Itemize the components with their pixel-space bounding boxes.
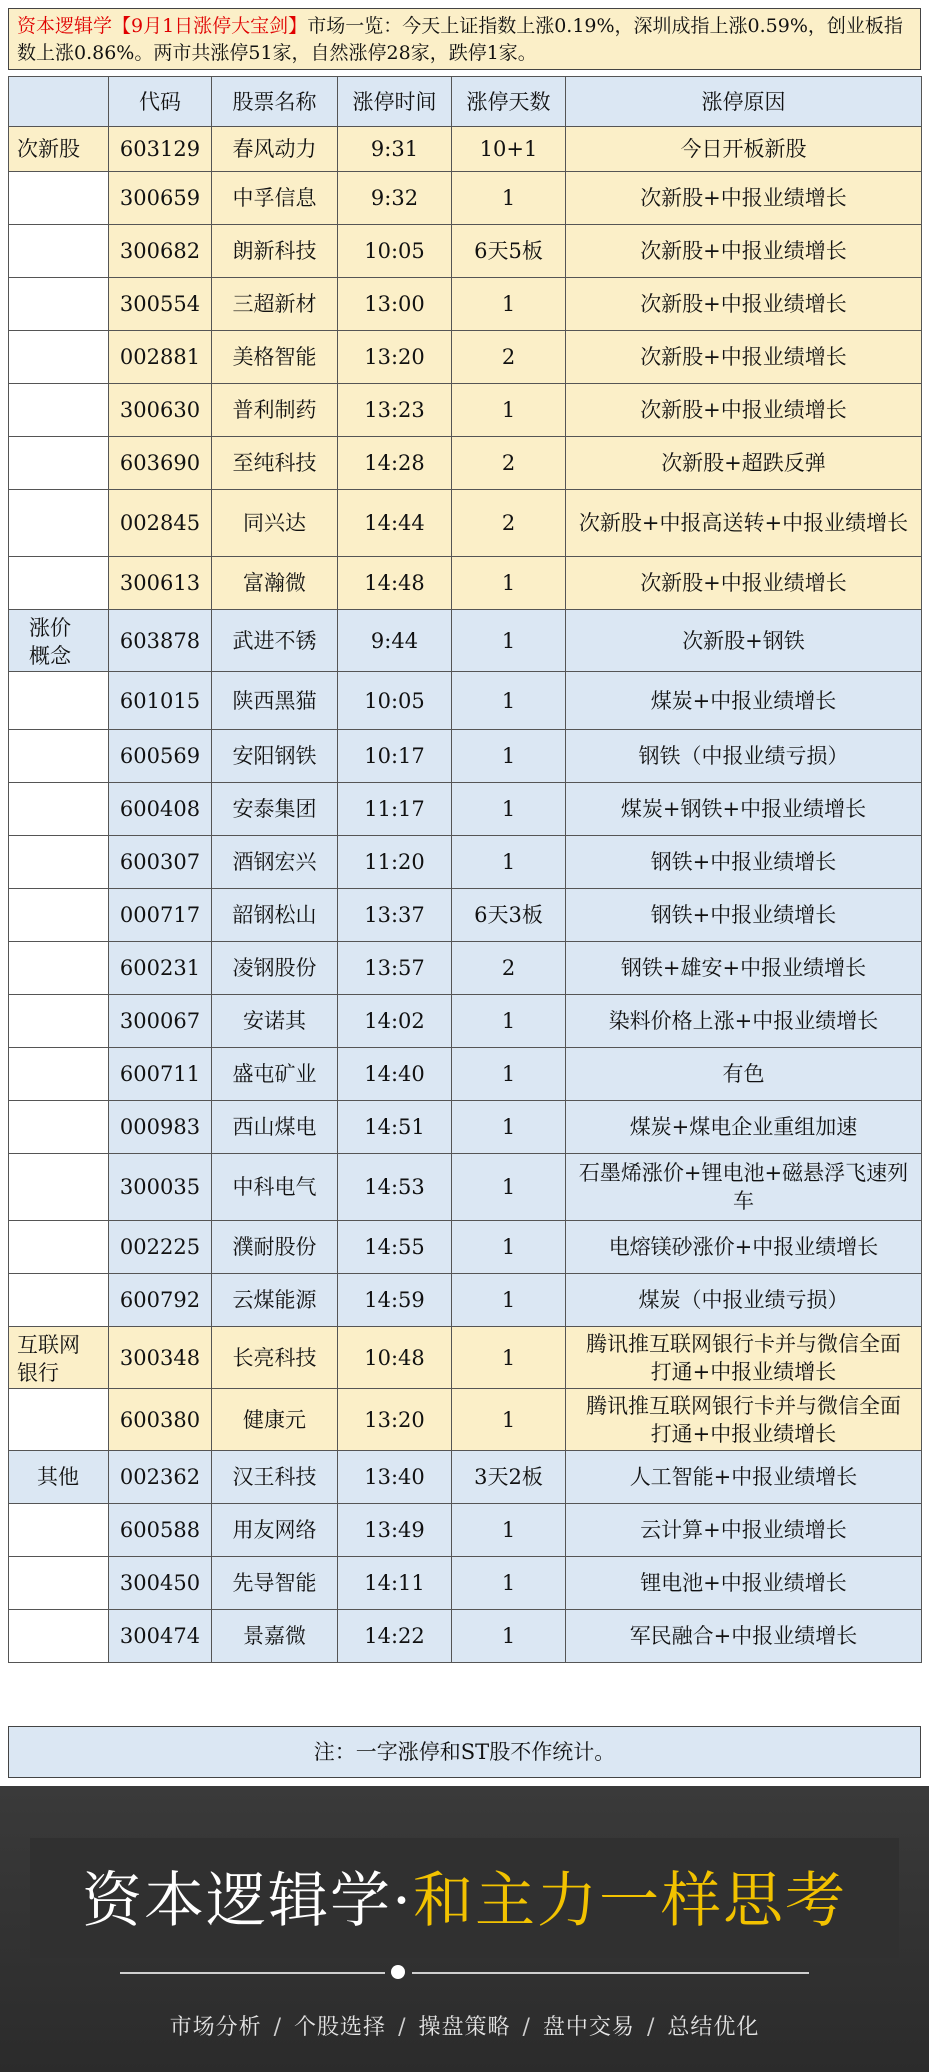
table-row [9, 331, 922, 384]
stock-name: 同兴达 [212, 490, 338, 557]
limit-up-time: 13:37 [338, 889, 452, 942]
table-row [9, 1451, 922, 1504]
stock-code: 000983 [109, 1101, 212, 1154]
stock-name: 韶钢松山 [212, 889, 338, 942]
category-cell [9, 672, 109, 730]
table-row [9, 1610, 922, 1663]
header-days: 涨停天数 [452, 77, 566, 127]
category-cell [9, 1389, 109, 1451]
footnote: 注：一字涨停和ST股不作统计。 [8, 1726, 921, 1778]
table-row [9, 225, 922, 278]
limit-up-time: 14:53 [338, 1154, 452, 1221]
limit-up-time: 10:48 [338, 1327, 452, 1389]
table-header-row [9, 77, 922, 127]
limit-up-time: 10:05 [338, 672, 452, 730]
divider-dot [391, 1965, 405, 1979]
banner-slogan [0, 1856, 929, 1946]
limit-up-days: 10+1 [452, 127, 566, 172]
table-row [9, 1048, 922, 1101]
table-row [9, 172, 922, 225]
category-cell: 其他 [9, 1451, 109, 1504]
stock-name: 武进不锈 [212, 610, 338, 672]
limit-up-days: 2 [452, 331, 566, 384]
header-time: 涨停时间 [338, 77, 452, 127]
stock-name: 景嘉微 [212, 1610, 338, 1663]
table-row [9, 278, 922, 331]
stock-code: 300035 [109, 1154, 212, 1221]
stock-code: 603878 [109, 610, 212, 672]
limit-up-reason: 钢铁（中报业绩亏损） [566, 730, 922, 783]
stock-name: 三超新材 [212, 278, 338, 331]
table-row [9, 672, 922, 730]
limit-up-days: 1 [452, 1610, 566, 1663]
limit-up-time: 14:11 [338, 1557, 452, 1610]
stock-name: 安泰集团 [212, 783, 338, 836]
limit-up-reason: 有色 [566, 1048, 922, 1101]
divider-left [120, 1972, 385, 1974]
category-cell: 互联网银行 [9, 1327, 109, 1389]
limit-up-reason: 煤炭（中报业绩亏损） [566, 1274, 922, 1327]
limit-up-time: 14:02 [338, 995, 452, 1048]
limit-up-days: 1 [452, 1327, 566, 1389]
limit-up-days: 2 [452, 437, 566, 490]
limit-up-time: 9:44 [338, 610, 452, 672]
slogan-gold: 和主力一样思考 [413, 1866, 848, 1936]
limit-up-days: 1 [452, 1048, 566, 1101]
table-row [9, 1221, 922, 1274]
menu-separator: / [522, 2015, 531, 2040]
limit-up-reason: 次新股+中报业绩增长 [566, 384, 922, 437]
table-row [9, 437, 922, 490]
header-code: 代码 [109, 77, 212, 127]
limit-up-time: 13:20 [338, 1389, 452, 1451]
limit-up-time: 14:44 [338, 490, 452, 557]
table-row [9, 1274, 922, 1327]
limit-up-reason: 次新股+中报业绩增长 [566, 278, 922, 331]
stock-code: 300613 [109, 557, 212, 610]
limit-up-time: 14:48 [338, 557, 452, 610]
limit-up-reason: 今日开板新股 [566, 127, 922, 172]
stock-code: 601015 [109, 672, 212, 730]
limit-up-days: 2 [452, 490, 566, 557]
table-row [9, 995, 922, 1048]
table-row [9, 610, 922, 672]
limit-up-days: 1 [452, 836, 566, 889]
limit-up-time: 11:17 [338, 783, 452, 836]
table-row [9, 384, 922, 437]
stock-code: 300659 [109, 172, 212, 225]
header-stock-name: 股票名称 [212, 77, 338, 127]
stock-name: 陕西黑猫 [212, 672, 338, 730]
limit-up-reason: 锂电池+中报业绩增长 [566, 1557, 922, 1610]
stock-name: 西山煤电 [212, 1101, 338, 1154]
limit-up-reason: 军民融合+中报业绩增长 [566, 1610, 922, 1663]
category-cell [9, 1154, 109, 1221]
limit-up-reason: 钢铁+中报业绩增长 [566, 889, 922, 942]
stock-code: 600588 [109, 1504, 212, 1557]
category-cell [9, 331, 109, 384]
table-row [9, 127, 922, 172]
table-row [9, 1389, 922, 1451]
limit-up-time: 13:00 [338, 278, 452, 331]
limit-up-days: 1 [452, 995, 566, 1048]
stock-code: 600569 [109, 730, 212, 783]
limit-up-days: 1 [452, 557, 566, 610]
stock-name: 盛屯矿业 [212, 1048, 338, 1101]
stock-code: 300474 [109, 1610, 212, 1663]
menu-separator: / [398, 2015, 407, 2040]
category-cell [9, 490, 109, 557]
stock-name: 安阳钢铁 [212, 730, 338, 783]
category-cell [9, 172, 109, 225]
limit-up-reason: 煤炭+煤电企业重组加速 [566, 1101, 922, 1154]
category-cell [9, 1274, 109, 1327]
limit-up-days: 1 [452, 610, 566, 672]
category-cell: 次新股 [9, 127, 109, 172]
limit-up-days: 3天2板 [452, 1451, 566, 1504]
table-row [9, 889, 922, 942]
limit-up-reason: 次新股+中报业绩增长 [566, 225, 922, 278]
stock-code: 300682 [109, 225, 212, 278]
category-cell [9, 557, 109, 610]
limit-up-time: 13:20 [338, 331, 452, 384]
category-cell [9, 1048, 109, 1101]
stock-name: 至纯科技 [212, 437, 338, 490]
category-cell: 涨价概念 [9, 610, 109, 672]
table-row [9, 1327, 922, 1389]
limit-up-reason: 次新股+钢铁 [566, 610, 922, 672]
limit-up-reason: 煤炭+钢铁+中报业绩增长 [566, 783, 922, 836]
banner-menu [0, 2010, 929, 2041]
limit-up-reason: 云计算+中报业绩增长 [566, 1504, 922, 1557]
limit-up-reason: 次新股+中报业绩增长 [566, 172, 922, 225]
limit-up-reason: 钢铁+雄安+中报业绩增长 [566, 942, 922, 995]
stock-name: 酒钢宏兴 [212, 836, 338, 889]
stock-code: 002845 [109, 490, 212, 557]
stock-name: 濮耐股份 [212, 1221, 338, 1274]
stock-code: 002225 [109, 1221, 212, 1274]
limit-up-days: 1 [452, 1504, 566, 1557]
stock-code: 300067 [109, 995, 212, 1048]
limit-up-days: 1 [452, 1154, 566, 1221]
stock-name: 汉王科技 [212, 1451, 338, 1504]
limit-up-reason: 煤炭+中报业绩增长 [566, 672, 922, 730]
stock-code: 300450 [109, 1557, 212, 1610]
stock-name: 中科电气 [212, 1154, 338, 1221]
limit-up-time: 10:05 [338, 225, 452, 278]
limit-up-time: 9:32 [338, 172, 452, 225]
limit-up-reason: 腾讯推互联网银行卡并与微信全面打通+中报业绩增长 [566, 1389, 922, 1451]
limit-up-days: 1 [452, 1221, 566, 1274]
limit-up-time: 11:20 [338, 836, 452, 889]
limit-up-days: 6天5板 [452, 225, 566, 278]
category-cell [9, 836, 109, 889]
limit-up-reason: 次新股+中报业绩增长 [566, 557, 922, 610]
table-row [9, 1101, 922, 1154]
stock-code: 300554 [109, 278, 212, 331]
table-row [9, 557, 922, 610]
table-row [9, 783, 922, 836]
limit-up-time: 14:22 [338, 1610, 452, 1663]
header-category [9, 77, 109, 127]
stock-code: 002362 [109, 1451, 212, 1504]
stock-code: 002881 [109, 331, 212, 384]
stock-code: 000717 [109, 889, 212, 942]
table-row [9, 1154, 922, 1221]
limit-up-time: 13:57 [338, 942, 452, 995]
stock-name: 朗新科技 [212, 225, 338, 278]
limit-up-reason: 染料价格上涨+中报业绩增长 [566, 995, 922, 1048]
category-cell [9, 278, 109, 331]
limit-up-days: 1 [452, 783, 566, 836]
table-row [9, 490, 922, 557]
category-cell [9, 1504, 109, 1557]
limit-up-reason: 电熔镁砂涨价+中报业绩增长 [566, 1221, 922, 1274]
stock-name: 长亮科技 [212, 1327, 338, 1389]
category-cell [9, 1221, 109, 1274]
limit-up-reason: 次新股+超跌反弹 [566, 437, 922, 490]
category-cell [9, 384, 109, 437]
limit-up-table [8, 76, 922, 1663]
stock-name: 健康元 [212, 1389, 338, 1451]
table-row [9, 836, 922, 889]
category-cell [9, 730, 109, 783]
category-cell [9, 1610, 109, 1663]
limit-up-reason: 腾讯推互联网银行卡并与微信全面打通+中报业绩增长 [566, 1327, 922, 1389]
stock-code: 300348 [109, 1327, 212, 1389]
limit-up-days: 1 [452, 278, 566, 331]
limit-up-time: 14:40 [338, 1048, 452, 1101]
limit-up-reason: 钢铁+中报业绩增长 [566, 836, 922, 889]
header-summary [8, 8, 921, 70]
stock-code: 600231 [109, 942, 212, 995]
limit-up-days: 1 [452, 172, 566, 225]
stock-code: 603690 [109, 437, 212, 490]
limit-up-days: 1 [452, 384, 566, 437]
limit-up-days: 1 [452, 730, 566, 783]
stock-code: 600711 [109, 1048, 212, 1101]
limit-up-days: 1 [452, 1274, 566, 1327]
category-cell [9, 225, 109, 278]
limit-up-time: 14:51 [338, 1101, 452, 1154]
stock-name: 安诺其 [212, 995, 338, 1048]
header-brand: 资本逻辑学【9月1日涨停大宝剑】 [17, 15, 308, 37]
stock-name: 中孚信息 [212, 172, 338, 225]
table-row [9, 730, 922, 783]
category-cell [9, 1557, 109, 1610]
limit-up-time: 14:28 [338, 437, 452, 490]
menu-item: 盘中交易 [542, 2015, 635, 2040]
limit-up-time: 14:59 [338, 1274, 452, 1327]
limit-up-days: 2 [452, 942, 566, 995]
category-cell [9, 942, 109, 995]
stock-name: 春风动力 [212, 127, 338, 172]
brand-banner [0, 1786, 929, 2072]
stock-name: 美格智能 [212, 331, 338, 384]
menu-item: 操盘策略 [418, 2015, 511, 2040]
header-summary-text: 市场一览：今天上证指数上涨0.19%，深圳成指上涨0.59%，创业板指数上涨0.86%。两市共涨停51家，自然涨停28家，跌停1家。 [17, 15, 903, 64]
stock-name: 富瀚微 [212, 557, 338, 610]
limit-up-days: 1 [452, 672, 566, 730]
stock-code: 600307 [109, 836, 212, 889]
category-cell [9, 783, 109, 836]
slogan-white: 资本逻辑学· [81, 1866, 414, 1936]
table-row [9, 1504, 922, 1557]
stock-name: 用友网络 [212, 1504, 338, 1557]
stock-code: 600792 [109, 1274, 212, 1327]
limit-up-time: 13:23 [338, 384, 452, 437]
divider-right [412, 1972, 809, 1974]
category-cell [9, 1101, 109, 1154]
limit-up-days: 1 [452, 1389, 566, 1451]
table-row [9, 1557, 922, 1610]
stock-code: 603129 [109, 127, 212, 172]
stock-name: 先导智能 [212, 1557, 338, 1610]
stock-code: 600408 [109, 783, 212, 836]
limit-up-time: 9:31 [338, 127, 452, 172]
table-row [9, 942, 922, 995]
stock-code: 300630 [109, 384, 212, 437]
limit-up-reason: 次新股+中报高送转+中报业绩增长 [566, 490, 922, 557]
menu-item: 总结优化 [667, 2015, 760, 2040]
limit-up-reason: 石墨烯涨价+锂电池+磁悬浮飞速列车 [566, 1154, 922, 1221]
limit-up-time: 13:40 [338, 1451, 452, 1504]
limit-up-days: 6天3板 [452, 889, 566, 942]
menu-separator: / [646, 2015, 656, 2040]
category-cell [9, 437, 109, 490]
limit-up-days: 1 [452, 1557, 566, 1610]
category-cell [9, 889, 109, 942]
stock-name: 普利制药 [212, 384, 338, 437]
menu-item: 市场分析 [169, 2015, 262, 2040]
header-reason: 涨停原因 [566, 77, 922, 127]
limit-up-time: 14:55 [338, 1221, 452, 1274]
stock-name: 云煤能源 [212, 1274, 338, 1327]
limit-up-reason: 人工智能+中报业绩增长 [566, 1451, 922, 1504]
limit-up-days: 1 [452, 1101, 566, 1154]
table-body [9, 127, 922, 1663]
limit-up-time: 13:49 [338, 1504, 452, 1557]
category-cell [9, 995, 109, 1048]
limit-up-time: 10:17 [338, 730, 452, 783]
limit-up-reason: 次新股+中报业绩增长 [566, 331, 922, 384]
stock-code: 600380 [109, 1389, 212, 1451]
stock-name: 凌钢股份 [212, 942, 338, 995]
menu-separator: / [273, 2015, 283, 2040]
menu-item: 个股选择 [294, 2015, 387, 2040]
